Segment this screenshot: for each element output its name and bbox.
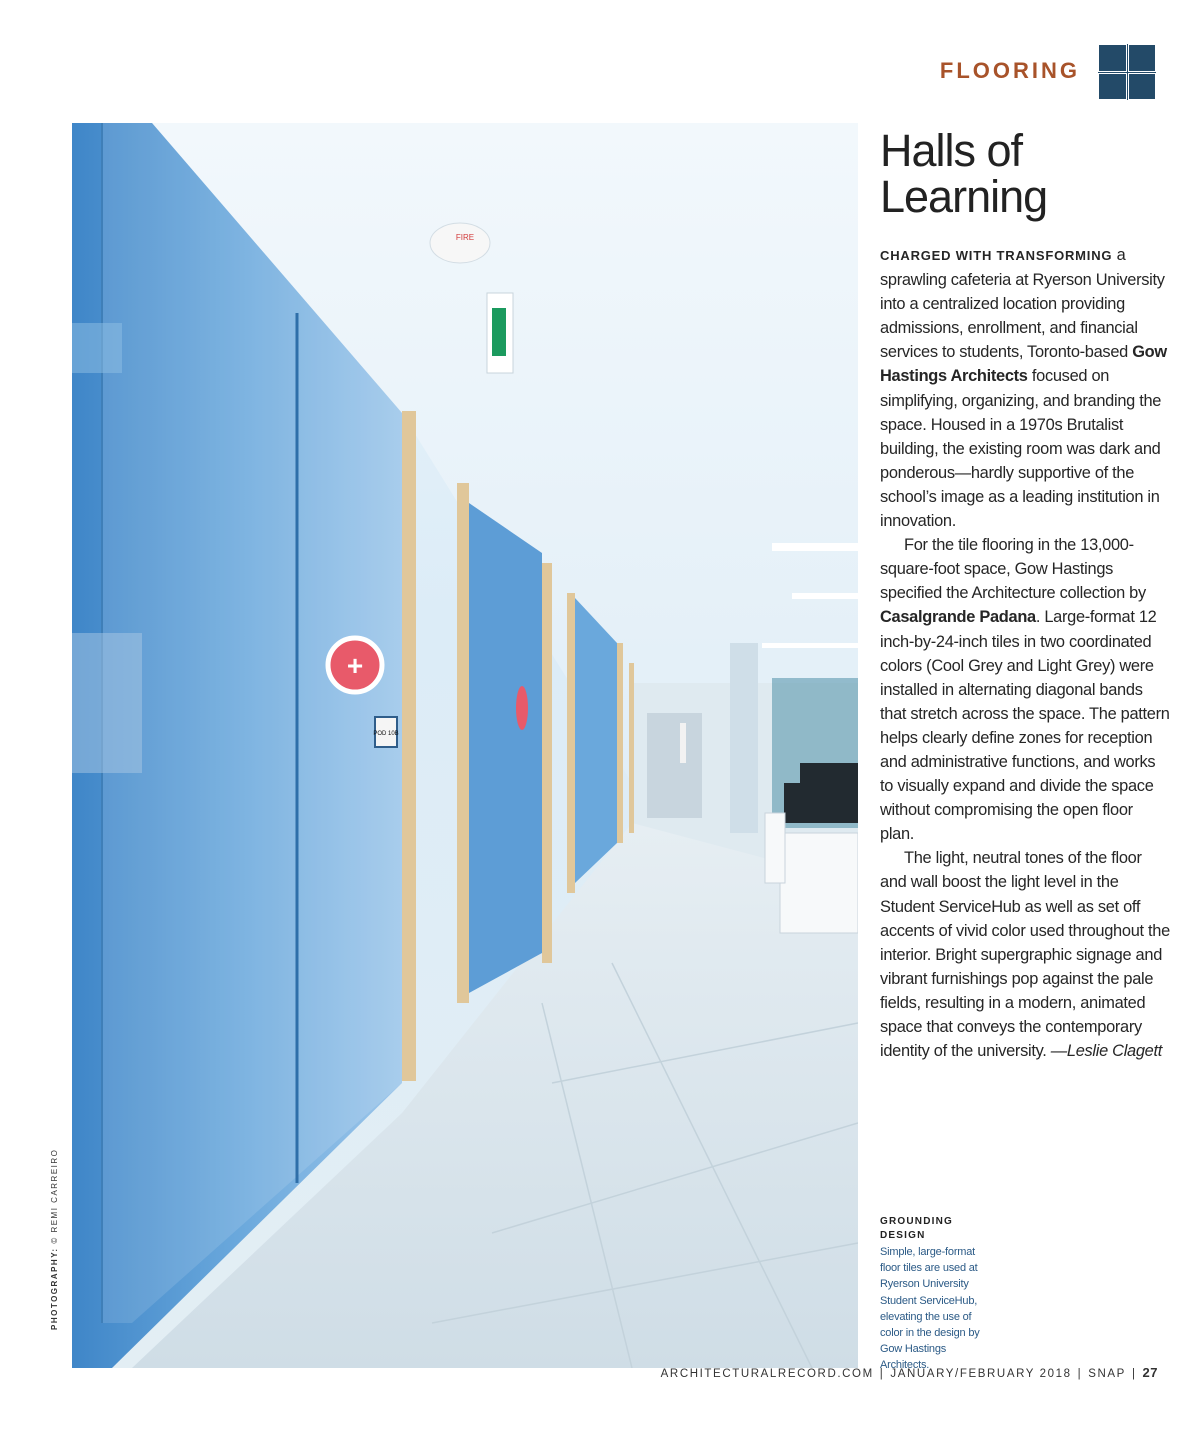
headline-line-1: Halls of	[880, 125, 1023, 176]
photo-credit-text: © REMI CARREIRO	[50, 1148, 59, 1248]
paragraph-3	[880, 846, 1170, 1063]
footer-issue: JANUARY/FEBRUARY 2018	[890, 1368, 1072, 1380]
paragraph-1	[880, 243, 1170, 533]
paragraph-2-text-a: For the tile flooring in the 13,000-square-foot space, Gow Hastings specified the Architecture collection by	[880, 536, 1146, 603]
pod-sign: POD 10B	[373, 731, 399, 737]
svg-text:+: +	[346, 650, 364, 681]
window-grid-icon	[1098, 44, 1156, 100]
paragraph-2	[880, 533, 1170, 846]
byline: —Leslie Clagett	[1050, 1042, 1162, 1061]
manufacturer-name: Casalgrande Padana	[880, 608, 1036, 627]
paragraph-1-text-a: a sprawling cafeteria at Ryerson University into a centralized location providing admissions, enrollment, and financial services to students, Toronto-based	[880, 246, 1165, 362]
fire-sign: FIRE	[455, 233, 475, 242]
paragraph-1-text-b: focused on simplifying, organizing, and branding the space. Housed in a 1970s Brutalist building, the existing room was dark and ponderous—hardly supportive of the school’s image as a leading institution in innovation.	[880, 367, 1162, 531]
paragraph-3-text: The light, neutral tones of the floor and wall boost the light level in the Student ServiceHub as well as set off accents of vivid color used throughout the interior. Bright supergraphic signage and vibrant furnishings pop against the pale fields, resulting in a modern, animated space that conveys the contemporary identity of the university.	[880, 849, 1170, 1061]
paragraph-2-text-b: . Large-format 12 inch-by-24-inch tiles in two coordinated colors (Cool Grey and Light Grey) were installed in alternating diagonal bands that stretch across the space. The pattern helps clearly define zones for reception and administrative functions, and works to visually expand and divide the space without compromising the open floor plan.	[880, 608, 1170, 844]
page-footer: ARCHITECTURALRECORD.COM | JANUARY/FEBRUARY 2018 | SNAP | 27	[660, 1365, 1158, 1380]
lead-in: CHARGED WITH TRANSFORMING	[880, 248, 1113, 263]
headline-line-2: Learning	[880, 171, 1048, 222]
footer-site: ARCHITECTURALRECORD.COM	[660, 1368, 874, 1380]
caption-title: GROUNDING DESIGN	[880, 1216, 954, 1241]
caption-text: Simple, large-format floor tiles are used at Ryerson University Student ServiceHub, elevating the use of color in the design by Gow Hastings Architects.	[880, 1246, 980, 1372]
photo-credit-label: PHOTOGRAPHY:	[50, 1247, 59, 1330]
section-label: FLOORING	[939, 58, 1080, 83]
page-number: 27	[1142, 1365, 1158, 1380]
firm-name: Gow Hastings Architects	[880, 343, 1167, 386]
hallway-photo	[72, 123, 858, 1368]
photo-credit	[50, 1149, 59, 1330]
article-body	[880, 243, 1170, 1063]
footer-section: SNAP	[1088, 1368, 1126, 1380]
headline	[880, 125, 1180, 222]
